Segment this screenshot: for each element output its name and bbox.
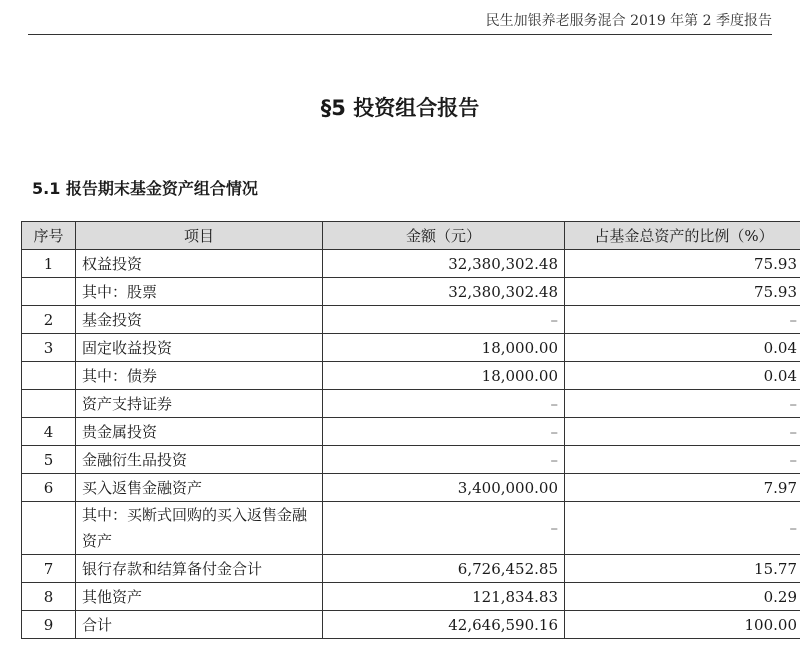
row-seq: 2 [22, 306, 76, 334]
row-seq: 8 [22, 583, 76, 611]
row-amount: – [323, 390, 565, 418]
row-amount: – [323, 306, 565, 334]
row-amount: 42,646,590.16 [323, 611, 565, 639]
row-amount: 32,380,302.48 [323, 278, 565, 306]
table-row [22, 306, 800, 334]
row-item: 银行存款和结算备付金合计 [76, 555, 323, 583]
asset-portfolio-table [21, 221, 800, 639]
row-seq: 6 [22, 474, 76, 502]
row-item: 贵金属投资 [76, 418, 323, 446]
header-seq: 序号 [22, 222, 76, 250]
row-seq: 7 [22, 555, 76, 583]
table-row [22, 334, 800, 362]
row-seq [22, 502, 76, 555]
row-item: 权益投资 [76, 250, 323, 278]
row-percentage: – [565, 418, 800, 446]
row-amount: 6,726,452.85 [323, 555, 565, 583]
row-seq: 3 [22, 334, 76, 362]
row-percentage: 75.93 [565, 278, 800, 306]
row-percentage: 0.29 [565, 583, 800, 611]
table-row [22, 555, 800, 583]
row-item: 基金投资 [76, 306, 323, 334]
table-row [22, 502, 800, 555]
running-header: 民生加银养老服务混合 2019 年第 2 季度报告 [485, 13, 772, 29]
table-row [22, 474, 800, 502]
row-item: 其中：债券 [76, 362, 323, 390]
table-row [22, 278, 800, 306]
subsection-title: 5.1 报告期末基金资产组合情况 [32, 179, 258, 198]
row-seq: 9 [22, 611, 76, 639]
row-seq: 4 [22, 418, 76, 446]
row-item: 金融衍生品投资 [76, 446, 323, 474]
row-seq: 5 [22, 446, 76, 474]
row-seq: 1 [22, 250, 76, 278]
row-amount: 3,400,000.00 [323, 474, 565, 502]
row-percentage: 75.93 [565, 250, 800, 278]
table-header-row [22, 222, 800, 250]
row-amount: – [323, 418, 565, 446]
row-percentage: 7.97 [565, 474, 800, 502]
row-item: 资产支持证券 [76, 390, 323, 418]
header-rule [28, 34, 772, 35]
table-row [22, 446, 800, 474]
row-seq [22, 278, 76, 306]
row-percentage: 0.04 [565, 362, 800, 390]
row-item: 合计 [76, 611, 323, 639]
row-percentage: – [565, 502, 800, 555]
row-percentage: 0.04 [565, 334, 800, 362]
row-percentage: – [565, 390, 800, 418]
header-amount: 金额（元） [323, 222, 565, 250]
row-item: 固定收益投资 [76, 334, 323, 362]
row-item: 其他资产 [76, 583, 323, 611]
row-amount: 32,380,302.48 [323, 250, 565, 278]
row-item: 其中：股票 [76, 278, 323, 306]
table-row [22, 418, 800, 446]
row-percentage: – [565, 306, 800, 334]
row-item: 买入返售金融资产 [76, 474, 323, 502]
row-percentage: – [565, 446, 800, 474]
row-amount: – [323, 446, 565, 474]
row-amount: 121,834.83 [323, 583, 565, 611]
row-amount: – [323, 502, 565, 555]
table-row [22, 362, 800, 390]
table-row-total [22, 611, 800, 639]
table-row [22, 583, 800, 611]
table-row [22, 390, 800, 418]
row-item: 其中：买断式回购的买入返售金融资产 [76, 502, 323, 555]
section-title: §5 投资组合报告 [320, 96, 480, 120]
header-percentage: 占基金总资产的比例（%） [565, 222, 800, 250]
row-amount: 18,000.00 [323, 362, 565, 390]
table-row [22, 250, 800, 278]
row-seq [22, 390, 76, 418]
row-seq [22, 362, 76, 390]
row-percentage: 100.00 [565, 611, 800, 639]
row-percentage: 15.77 [565, 555, 800, 583]
row-amount: 18,000.00 [323, 334, 565, 362]
header-item: 项目 [76, 222, 323, 250]
